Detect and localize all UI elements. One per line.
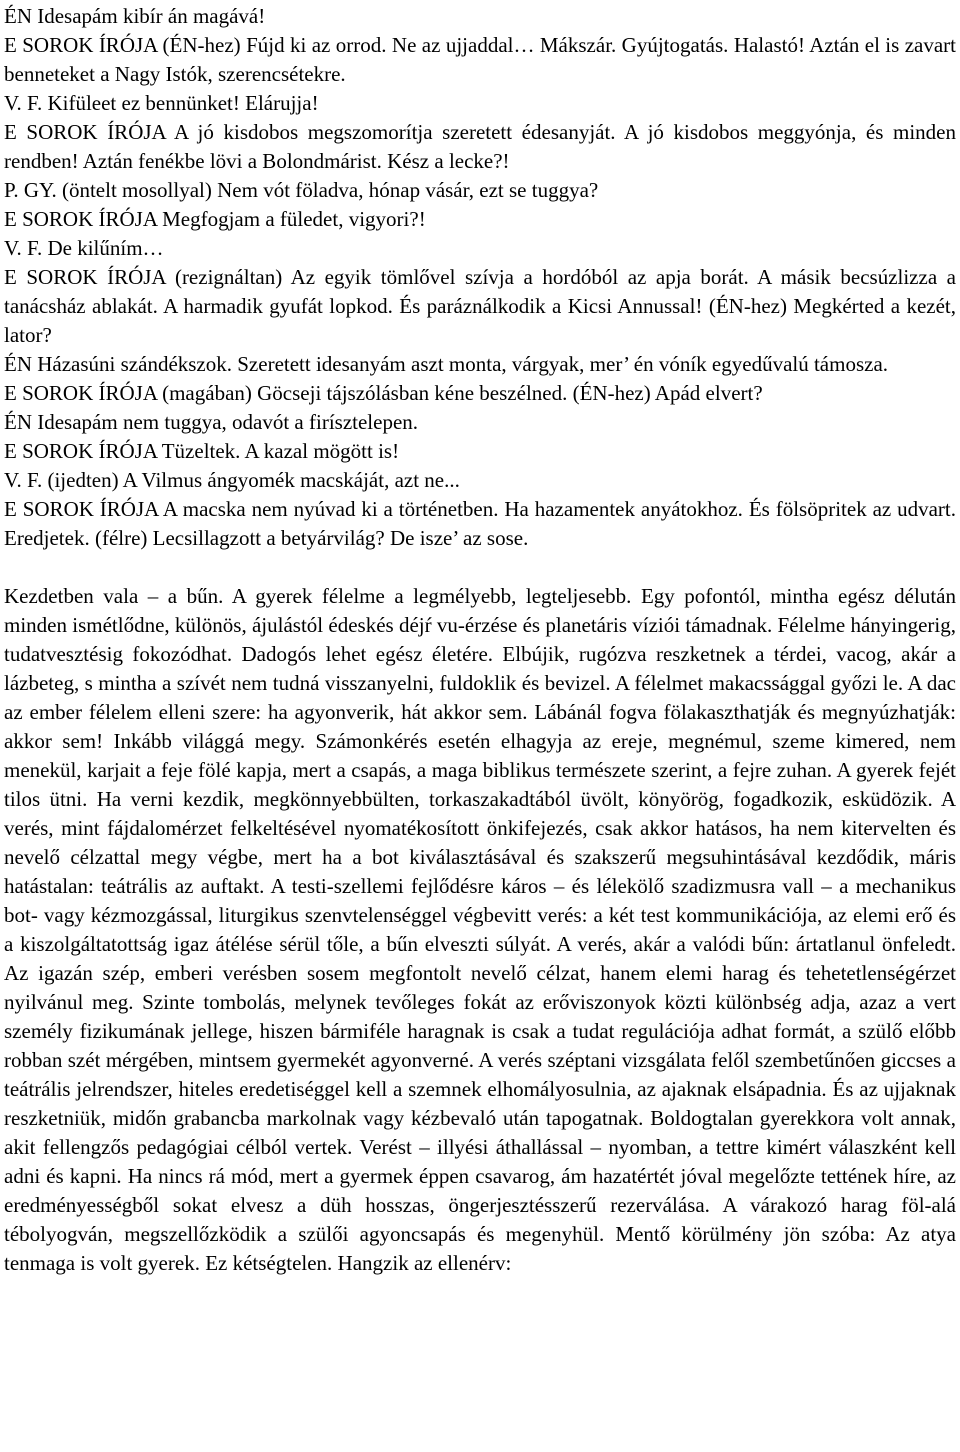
dialogue-line: ÉN Házasúni szándékszok. Szeretett idesanyám aszt monta, várgyak, mer’ én vóník egyedűvalú támosza.: [4, 352, 889, 376]
dialogue-line: E SOROK ÍRÓJA (ÉN-hez) Fújd ki az orrod. Ne az ujjaddal… Mákszár. Gyújtogatás. Halastó! Aztán el is zavart benneteket a Nagy Istók, szerencsétekre.: [4, 33, 956, 86]
dialogue-line: P. GY. (öntelt mosollyal) Nem vót föladva, hónap vásár, ezt se tuggya?: [4, 178, 599, 202]
dialogue-line: E SOROK ÍRÓJA Tüzeltek. A kazal mögött is!: [4, 439, 400, 463]
dialogue-line: E SOROK ÍRÓJA A jó kisdobos megszomorítja szeretett édesanyját. A jó kisdobos meggyónja, és minden rendben! Aztán fenékbe lövi a Bolondmárist. Kész a lecke?!: [4, 120, 956, 173]
dialogue-line: E SOROK ÍRÓJA A macska nem nyúvad ki a történetben. Ha hazamentek anyátokhoz. És fölsöpritek az udvart. Eredjetek. (félre) Lecsillagzott a betyárvilág? De isze’ az sose.: [4, 497, 956, 550]
dialogue-line: E SOROK ÍRÓJA (magában) Göcseji tájszólásban kéne beszélned. (ÉN-hez) Apád elvert?: [4, 381, 763, 405]
dialogue-section: [4, 2, 956, 553]
paragraph-gap: [4, 553, 956, 582]
dialogue-line: ÉN Idesapám nem tuggya, odavót a firísztelepen.: [4, 410, 419, 434]
dialogue-line: ÉN Idesapám kibír án magává!: [4, 4, 266, 28]
dialogue-line: V. F. (ijedten) A Vilmus ángyomék macskáját, azt ne...: [4, 468, 460, 492]
dialogue-line: V. F. De kilűním…: [4, 236, 164, 260]
dialogue-line: V. F. Kifüleet ez bennünket! Elárujja!: [4, 91, 319, 115]
dialogue-line: E SOROK ÍRÓJA Megfogjam a füledet, vigyori?!: [4, 207, 426, 231]
essay-paragraph: Kezdetben vala – a bűn. A gyerek félelme a legmélyebb, legteljesebb. Egy pofontól, mintha egész délután minden ismétlődne, különös, ájulástól édeskés déjŕ vu-érzése és planetáris víziói támadnak. Félelme hányingerig, tudatvesztésig fokozódhat. Dadogós lehet egész életére. Elbújik, rugózva reszketnek a térdei, vacog, akár a lázbeteg, s mintha a szívét nem tudná visszanyelni, fuldoklik és bevizel. A félelmet makacssággal győzi le. A dac az ember félelem elleni szere: ha agyonverik, hát akkor sem. Lábánál fogva fölakaszthatják és megnyúzhatják: akkor sem! Inkább világgá megy. Számonkérés esetén elhagyja az ereje, megnémul, szeme kimered, nem menekül, karjait a feje fölé kapja, mert a csapás, a maga biblikus természete szerint, a fejre zuhan. A gyerek fejét tilos ütni. Ha verni kezdik, megkönnyebbülten, torkaszakadtából üvölt, könyörög, fogadkozik, esküdözik. A verés, mint fájdalomérzet felkeltésével nyomatékosított önkifejezés, csak akkor hatásos, ha nem kitervelten és nevelő célzattal megy végbe, mert ha a bot kiválasztásával és szakszerű megsuhintásával kezdődik, máris hatástalan: teátrális az auftakt. A testi-szellemi fejlődésre káros – és lélekölő szadizmusra vall – a mechanikus bot- vagy kézmozgással, liturgikus szenvtelenséggel végbevitt verés: a két test kommunikációja, az elemi erő és a kiszolgáltatottság igaz átélése sérül tőle, a bűn elveszti súlyát. A verés, akár a valódi bűn: ártatlanul önfeledt. Az igazán szép, emberi verésben sosem megfontolt nevelő célzat, hanem elemi harag és tehetetlenségérzet nyilvánul meg. Szinte tombolás, melynek tevőleges fokát az erőviszonyok közti különbség adja, azaz a vert személy fizikumának jellege, hiszen bármiféle haragnak is csak a tudat regulációja adhat formát, a szülő előbb robban szét mérgében, mintsem gyermekét agyonverné. A verés széptani vizsgálata felől szembetűnően giccses a teátrális jelrendszer, hiteles eredetiséggel kell a szemnek elhomályosulnia, az ajaknak elsápadnia. És az ujjaknak reszketniük, midőn grabancba markolnak vagy kézbevaló után tapogatnak. Boldogtalan gyerekkora volt annak, akit fellengzős pedagógiai célból vertek. Verést – illyési áthallással – nyomban, a tettre kimért válaszként kell adni és kapni. Ha nincs rá mód, mert a gyermek éppen csavarog, ám hazatértét jóval megelőzte tettének híre, az eredményességből sokat elvesz a düh hosszas, öngerjesztésszerű rezerválása. A várakozó harag föl-alá tébolyogván, megszellőzködik a szülői agyoncsapás és megenyhül. Mentő körülmény jön szóba: Az atya tenmaga is volt gyerek. Ez kétségtelen. Hangzik az ellenérv:: [4, 584, 956, 1275]
document-page: [4, 2, 956, 1278]
dialogue-line: E SOROK ÍRÓJA (rezignáltan) Az egyik tömlővel szívja a hordóból az apja borát. A másik becsúzlizza a tanácsház ablakát. A harmadik gyufát lopkod. És paráználkodik a Kicsi Annussal! (ÉN-hez) Megkérted a kezét, lator?: [4, 265, 956, 347]
